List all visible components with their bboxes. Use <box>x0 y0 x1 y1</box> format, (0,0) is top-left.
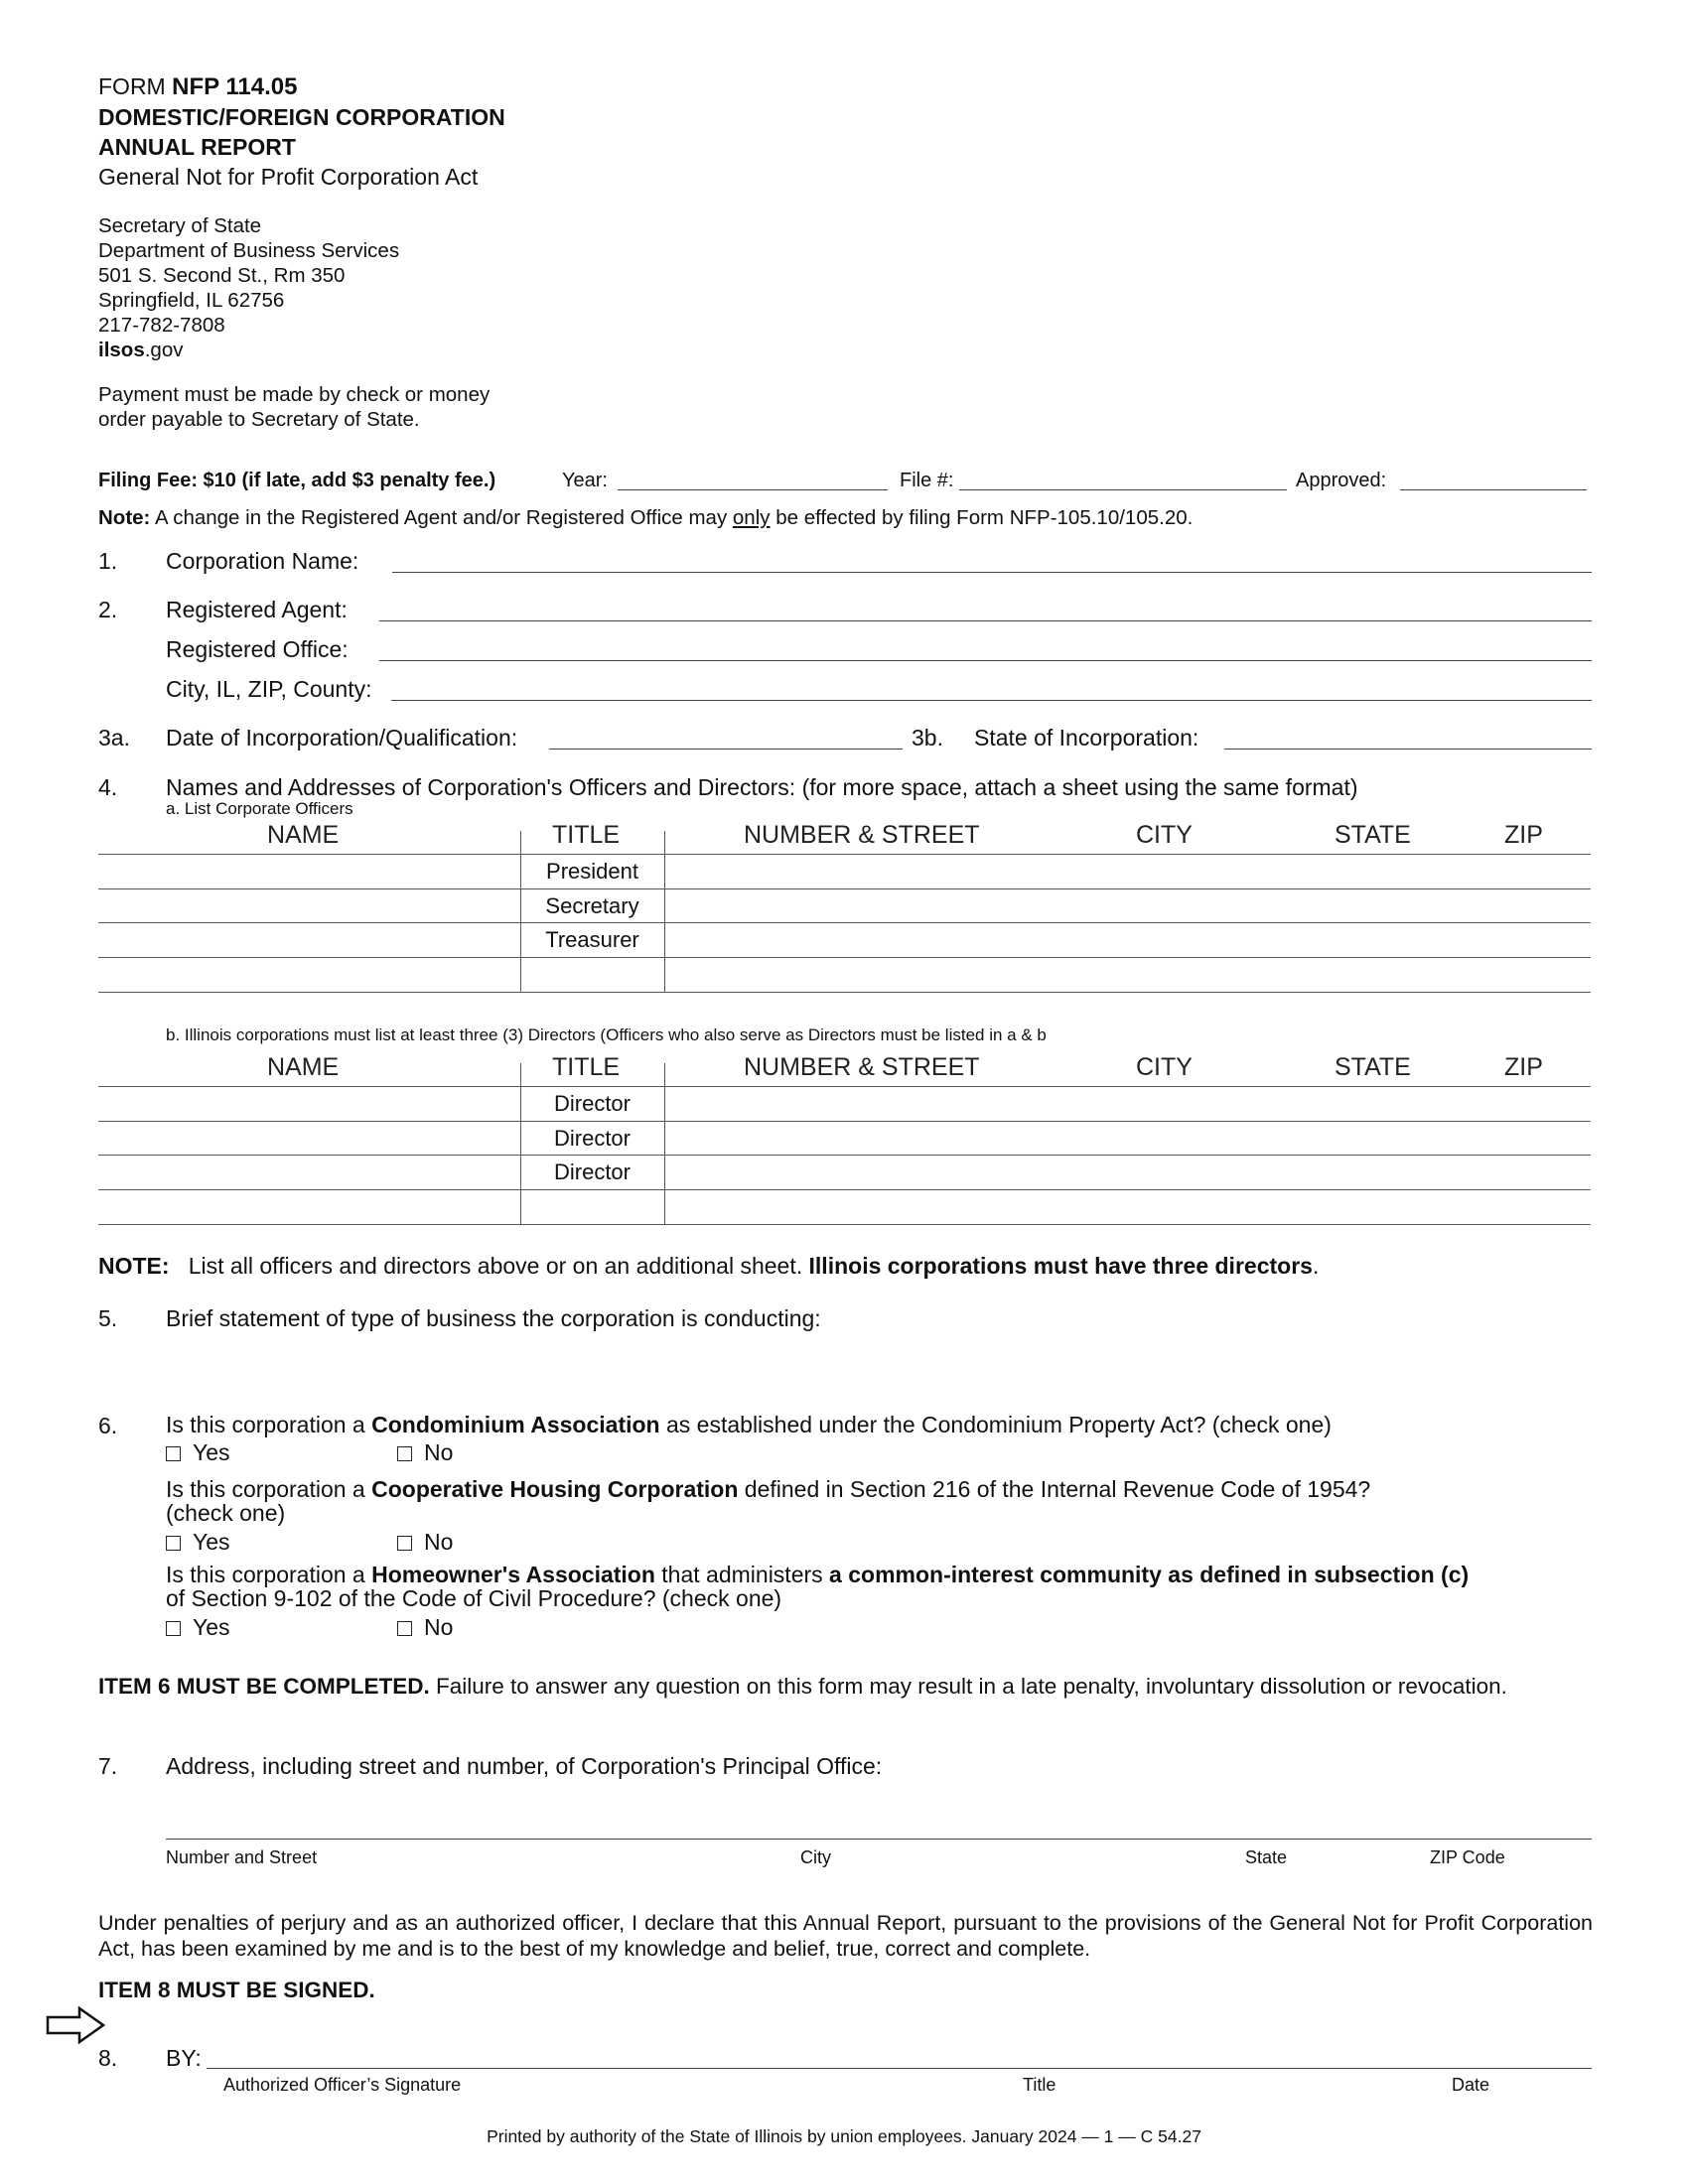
officers-table: NAME TITLE NUMBER & STREET CITY STATE ZIP President Secretary Treasurer <box>98 819 1591 993</box>
city-zip-county-label: City, IL, ZIP, County: <box>166 676 372 702</box>
item8-must-sign: ITEM 8 MUST BE SIGNED. <box>98 1978 375 2002</box>
homeowners-no[interactable]: No <box>397 1614 453 1641</box>
business-type-label: Brief statement of type of business the corporation is conducting: <box>166 1305 821 1331</box>
year-label: Year: <box>562 470 608 491</box>
checkbox-icon <box>166 1536 181 1551</box>
homeowners-question: Is this corporation a Homeowner's Association that administers a common-interest community as defined in subsection (c) of Section 9-102 of the Code of Civil Procedure? (check one) <box>166 1562 1470 1611</box>
form-number: FORM NFP 114.05 <box>98 73 298 100</box>
principal-office-label: Address, including street and number, of Corporation's Principal Office: <box>166 1753 883 1779</box>
principal-office-field[interactable] <box>166 1839 1592 1840</box>
year-field[interactable] <box>618 489 888 490</box>
table-row: Secretary <box>545 893 639 918</box>
checkbox-icon <box>397 1446 412 1461</box>
payment-note: Payment must be made by check or money order payable to Secretary of State. <box>98 383 491 431</box>
footer-text: Printed by authority of the State of Illinois by union employees. January 2024 — 1 — C 54.27 <box>487 2126 1201 2146</box>
registered-office-field[interactable] <box>379 660 1592 661</box>
table-row: President <box>546 859 638 884</box>
date-incorporation-field[interactable] <box>549 749 903 750</box>
arrow-right-icon <box>46 2005 107 2045</box>
checkbox-icon <box>166 1446 181 1461</box>
corporation-name-field[interactable] <box>392 572 1592 573</box>
form-title-line2: ANNUAL REPORT <box>98 134 296 160</box>
state-incorporation-label: State of Incorporation: <box>974 725 1199 751</box>
directors-table: NAME TITLE NUMBER & STREET CITY STATE ZIP Director Director Director <box>98 1051 1591 1225</box>
officers-directors-label: Names and Addresses of Corporation's Officers and Directors: (for more space, attach a sheet using the same format) <box>166 774 1358 800</box>
condominium-no[interactable]: No <box>397 1439 453 1466</box>
filing-fee: Filing Fee: $10 (if late, add $3 penalty fee.) <box>98 470 496 491</box>
approved-label: Approved: <box>1296 470 1387 491</box>
registered-agent-field[interactable] <box>379 620 1592 621</box>
website: ilsos.gov <box>98 339 184 361</box>
item6-must-complete: ITEM 6 MUST BE COMPLETED. Failure to answer any question on this form may result in a late penalty, involuntary dissolution or revocation. <box>98 1674 1507 1699</box>
checkbox-icon <box>397 1536 412 1551</box>
form-title-line1: DOMESTIC/FOREIGN CORPORATION <box>98 104 505 130</box>
list-directors-label: b. Illinois corporations must list at least three (3) Directors (Officers who also serve as Directors must be listed in a & b <box>166 1025 1047 1044</box>
sos-address: Secretary of State Department of Business Services 501 S. Second St., Rm 350 Springfield, IL 62756 217-782-7808 ilsos.gov <box>98 214 400 361</box>
form-header <box>98 71 505 192</box>
form-subtitle: General Not for Profit Corporation Act <box>98 164 479 190</box>
cooperative-no[interactable]: No <box>397 1529 453 1556</box>
signature-field[interactable] <box>207 2068 1592 2069</box>
approved-field[interactable] <box>1400 489 1587 490</box>
condominium-question: Is this corporation a Condominium Association as established under the Condominium Property Act? (check one) <box>166 1412 1332 1437</box>
cooperative-question: Is this corporation a Cooperative Housing Corporation defined in Section 216 of the Internal Revenue Code of 1954? (check one) <box>166 1476 1371 1526</box>
city-zip-county-field[interactable] <box>391 700 1592 701</box>
file-number-field[interactable] <box>959 489 1287 490</box>
table-row: Director <box>553 1091 631 1116</box>
table-row: Director <box>553 1160 631 1184</box>
list-officers-label: a. List Corporate Officers <box>166 799 353 818</box>
condominium-yes[interactable]: Yes <box>166 1439 230 1466</box>
file-number-label: File #: <box>900 470 954 491</box>
registered-office-label: Registered Office: <box>166 636 349 662</box>
by-label: BY: <box>166 2045 202 2071</box>
directors-note: NOTE: List all officers and directors above or on an additional sheet. Illinois corporations must have three directors. <box>98 1253 1320 1279</box>
date-incorporation-label: Date of Incorporation/Qualification: <box>166 725 518 751</box>
corporation-name-label: Corporation Name: <box>166 548 359 574</box>
checkbox-icon <box>166 1621 181 1636</box>
registered-agent-note: Note: A change in the Registered Agent and/or Registered Office may only be effected by filing Form NFP-105.10/105.20. <box>98 506 1194 529</box>
state-incorporation-field[interactable] <box>1224 749 1592 750</box>
table-row: Treasurer <box>545 927 639 952</box>
cooperative-yes[interactable]: Yes <box>166 1529 230 1556</box>
registered-agent-label: Registered Agent: <box>166 597 348 622</box>
table-row: Director <box>553 1126 631 1151</box>
checkbox-icon <box>397 1621 412 1636</box>
declaration-text: Under penalties of perjury and as an authorized officer, I declare that this Annual Report, pursuant to the provisions of the General Not for Profit Corporation Act, has been examined by me and is to the best of my knowledge and belief, true, correct and complete. <box>98 1911 1593 1961</box>
homeowners-yes[interactable]: Yes <box>166 1614 230 1641</box>
